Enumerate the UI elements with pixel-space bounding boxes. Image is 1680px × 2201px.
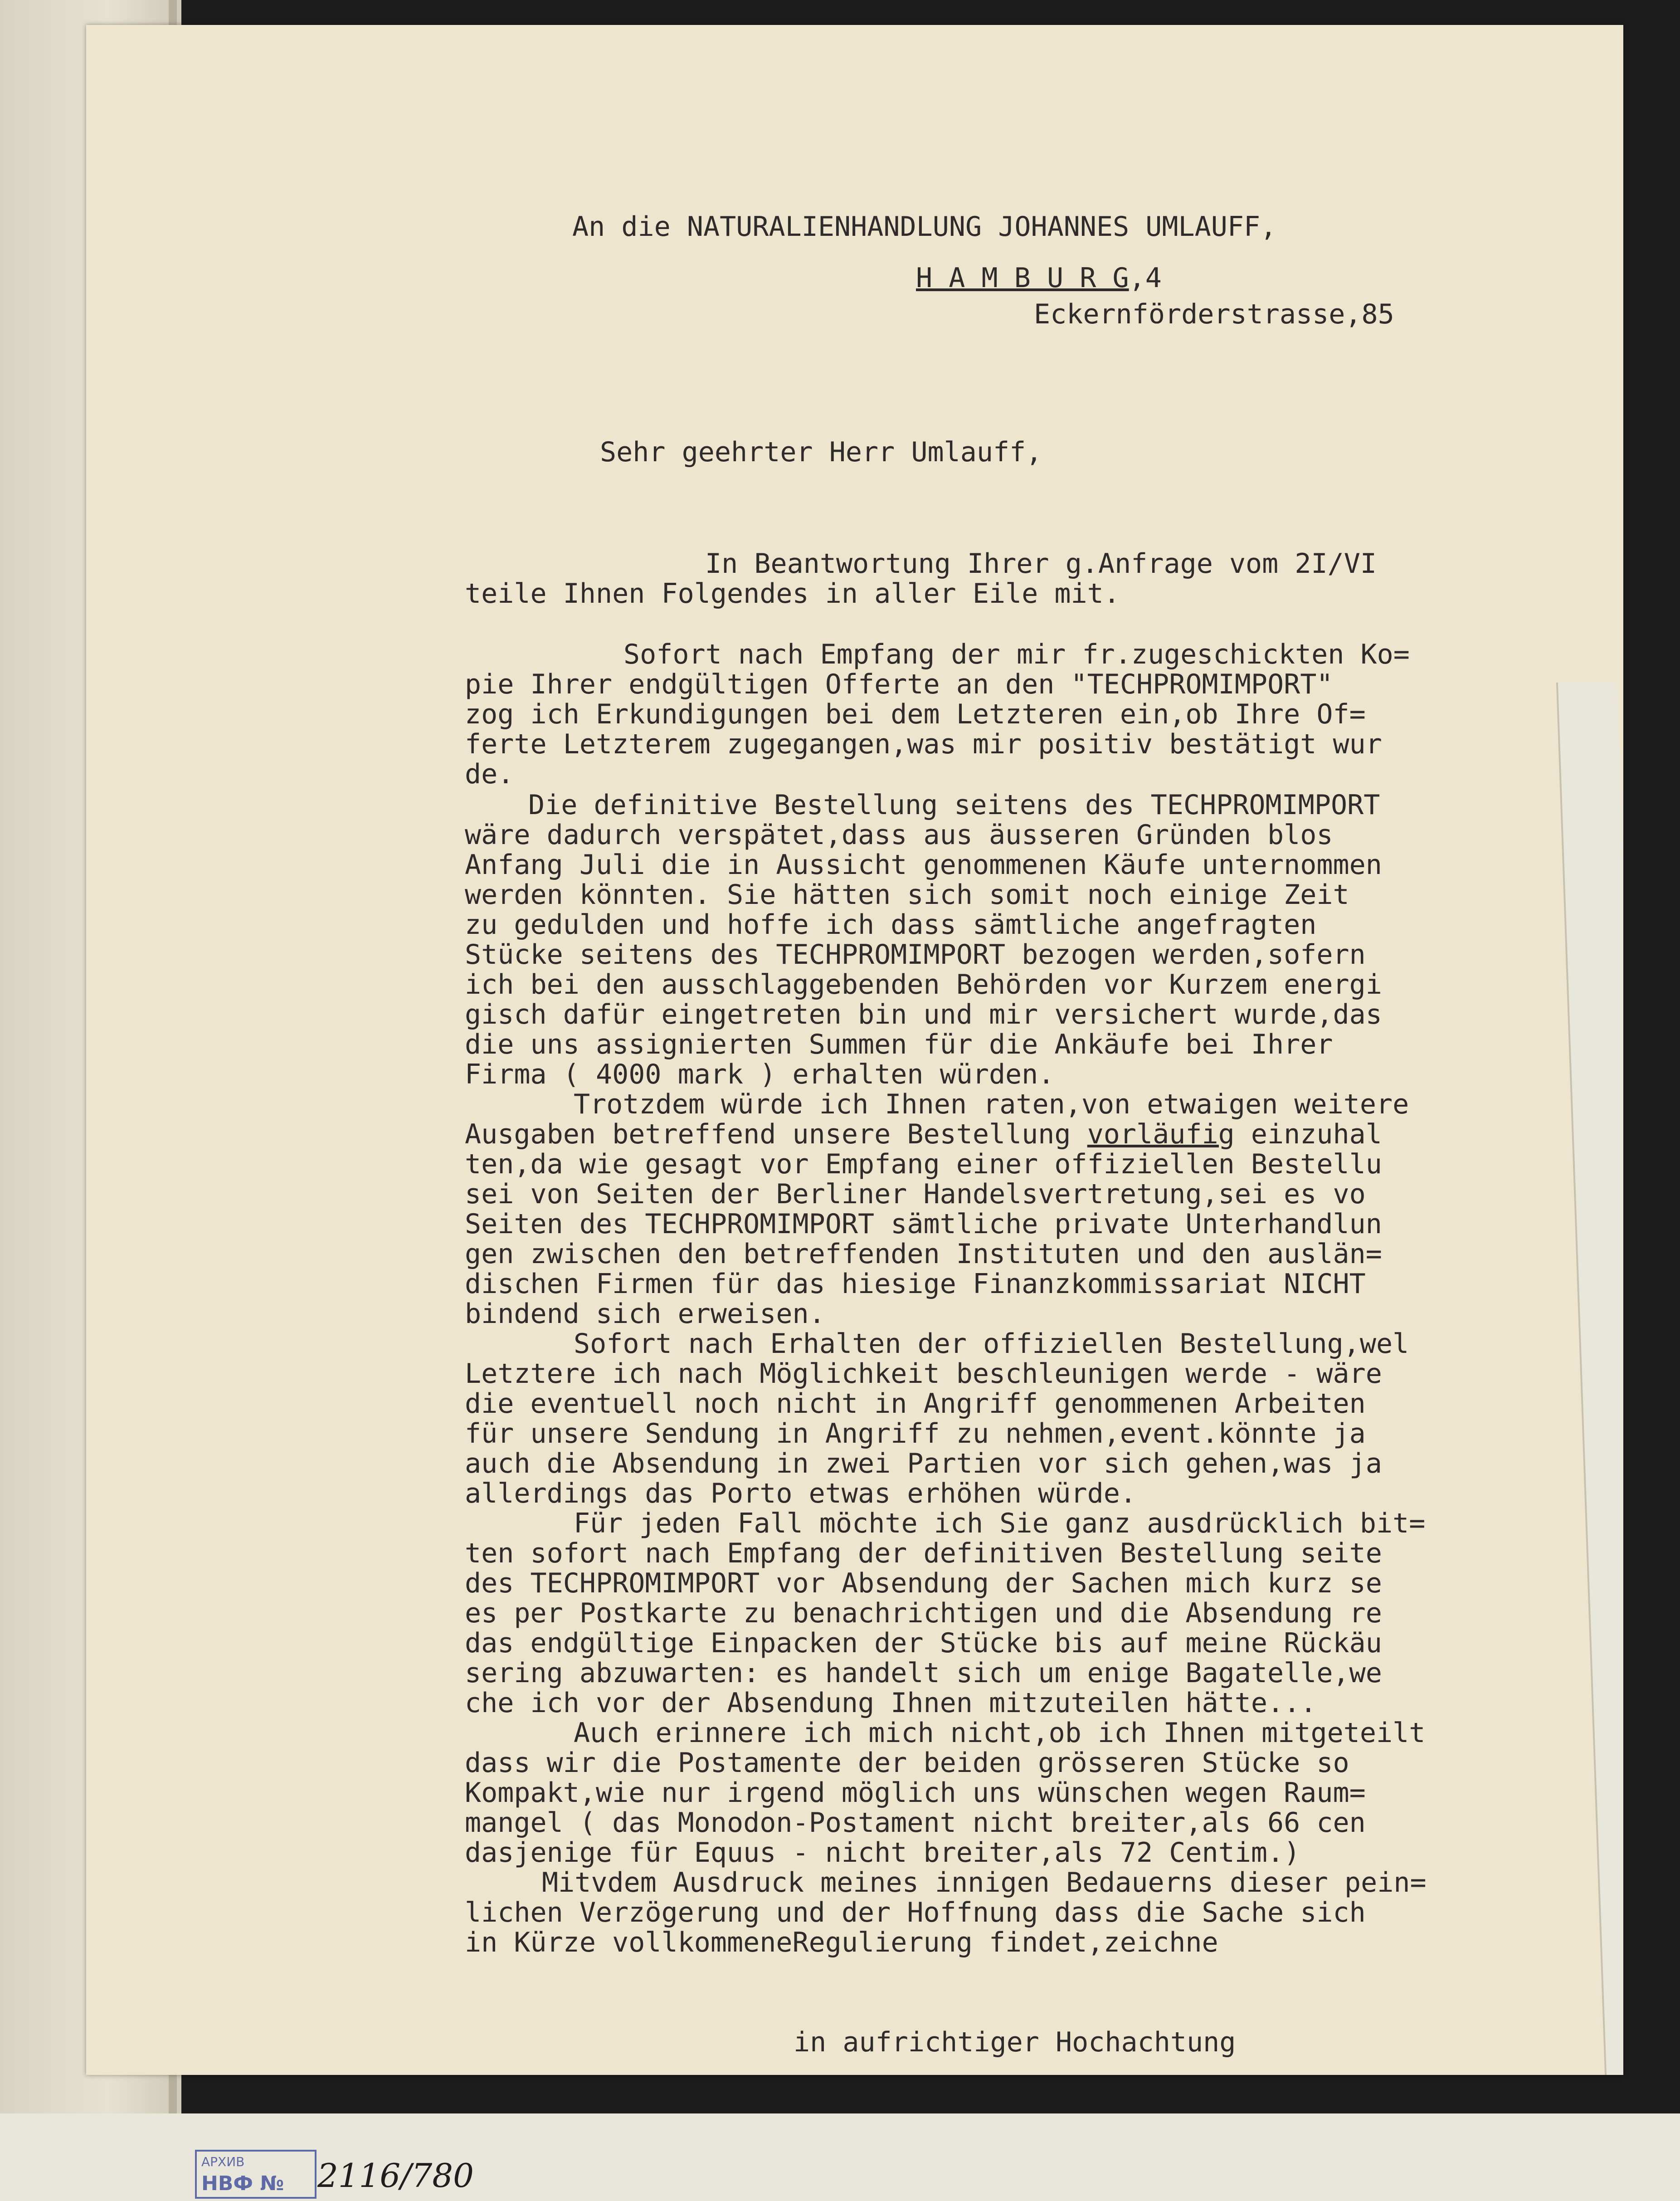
body-line: ten sofort nach Empfang der definitiven Bestellung seite — [465, 1537, 1382, 1569]
archive-stamp — [195, 2150, 317, 2199]
body-line: de. — [465, 758, 514, 790]
body-line-text: Ausgaben betreffend unsere Bestellung — [465, 1118, 1087, 1150]
body-line: Die definitive Bestellung seitens des TECHPROMIMPORT — [528, 789, 1380, 821]
body-line: gisch dafür eingetreten bin und mir versichert wurde,das — [465, 999, 1382, 1030]
body-line: auch die Absendung in zwei Partien vor sich gehen,was ja — [465, 1448, 1382, 1479]
body-line: ten,da wie gesagt vor Empfang einer offiziellen Bestellu — [465, 1148, 1382, 1180]
address-city-suffix: ,4 — [1129, 262, 1162, 294]
body-line: dischen Firmen für das hiesige Finanzkommissariat NICHT — [465, 1268, 1366, 1300]
body-line: Letztere ich nach Möglichkeit beschleunigen werde - wäre — [465, 1358, 1382, 1390]
salutation: Sehr geehrter Herr Umlauff, — [600, 436, 1042, 468]
body-line: Für jeden Fall möchte ich Sie ganz ausdrücklich bit= — [574, 1508, 1426, 1539]
body-line: werden könnten. Sie hätten sich somit noch einige Zeit — [465, 879, 1349, 911]
body-line: dasjenige für Equus - nicht breiter,als 72 Centim.) — [465, 1837, 1300, 1869]
body-line: lichen Verzögerung und der Hoffnung dass die Sache sich — [465, 1897, 1366, 1928]
body-line: teile Ihnen Folgendes in aller Eile mit. — [465, 578, 1120, 610]
body-line: Trotzdem würde ich Ihnen raten,von etwaigen weitere — [574, 1088, 1409, 1120]
body-line: allerdings das Porto etwas erhöhen würde. — [465, 1478, 1137, 1509]
recipient-line: An die NATURALIENHANDLUNG JOHANNES UMLAUFF, — [572, 211, 1277, 243]
body-line: che ich vor der Absendung Ihnen mitzuteilen hätte... — [465, 1687, 1317, 1719]
body-line: das endgültige Einpacken der Stücke bis auf meine Rückäu — [465, 1627, 1382, 1659]
body-line: Sofort nach Erhalten der offiziellen Bestellung,wel — [574, 1328, 1409, 1360]
stamp-line-fund: НВФ № — [201, 2172, 284, 2195]
stamp-line-archive: АРХИВ — [201, 2154, 245, 2169]
body-line: zu gedulden und hoffe ich dass sämtliche angefragten — [465, 909, 1317, 941]
archive-shelf-mark: 2116/780 — [317, 2157, 474, 2195]
body-line: Kompakt,wie nur irgend möglich uns wünschen wegen Raum= — [465, 1777, 1366, 1809]
body-line: des TECHPROMIMPORT vor Absendung der Sachen mich kurz se — [465, 1567, 1382, 1599]
body-line: sering abzuwarten: es handelt sich um enige Bagatelle,we — [465, 1657, 1382, 1689]
body-line: In Beantwortung Ihrer g.Anfrage vom 2I/VI — [705, 548, 1377, 580]
body-line: in Kürze vollkommeneRegulierung findet,zeichne — [465, 1927, 1218, 1958]
closing: in aufrichtiger Hochachtung — [794, 2026, 1236, 2058]
body-line: es per Postkarte zu benachrichtigen und die Absendung re — [465, 1597, 1382, 1629]
body-line: pie Ihrer endgültigen Offerte an den "TECHPROMIMPORT" — [465, 669, 1333, 700]
body-line: Auch erinnere ich mich nicht,ob ich Ihnen mitgeteilt — [574, 1717, 1426, 1749]
address-city-line — [916, 264, 1162, 292]
body-line: für unsere Sendung in Angriff zu nehmen,event.könnte ja — [465, 1418, 1366, 1449]
body-line-with-underline — [465, 1118, 1382, 1150]
body-line: gen zwischen den betreffenden Instituten und den auslän= — [465, 1238, 1382, 1270]
body-line: Seiten des TECHPROMIMPORT sämtliche private Unterhandlun — [465, 1208, 1382, 1240]
body-line: Stücke seitens des TECHPROMIMPORT bezogen werden,sofern — [465, 939, 1366, 971]
body-line: zog ich Erkundigungen bei dem Letzteren ein,ob Ihre Of= — [465, 698, 1366, 730]
body-line: Firma ( 4000 mark ) erhalten würden. — [465, 1059, 1055, 1090]
body-line: die eventuell noch nicht in Angriff genommenen Arbeiten — [465, 1388, 1366, 1420]
letter-sheet — [86, 25, 1623, 2075]
body-line: dass wir die Postamente der beiden grösseren Stücke so — [465, 1747, 1349, 1779]
body-line: bindend sich erweisen. — [465, 1298, 825, 1330]
body-line-tail: einzuhal — [1234, 1118, 1382, 1150]
body-line: ferte Letzterem zugegangen,was mir positiv bestätigt wur — [465, 728, 1382, 760]
body-line: wäre dadurch verspätet,dass aus äusseren Gründen blos — [465, 819, 1333, 851]
body-line: die uns assignierten Summen für die Ankäufe bei Ihrer — [465, 1029, 1333, 1060]
address-street: Eckernförderstrasse,85 — [1034, 298, 1394, 330]
body-line: Sofort nach Empfang der mir fr.zugeschickten Ko= — [623, 639, 1410, 670]
body-line: ich bei den ausschlaggebenden Behörden vor Kurzem energi — [465, 969, 1382, 1000]
address-city: H A M B U R G — [916, 262, 1129, 294]
body-line: sei von Seiten der Berliner Handelsvertretung,sei es vo — [465, 1178, 1366, 1210]
body-line: mangel ( das Monodon-Postament nicht breiter,als 66 cen — [465, 1807, 1366, 1839]
body-line: Anfang Juli die in Aussicht genommenen Käufe unternommen — [465, 849, 1382, 881]
letter-text — [86, 25, 1623, 2075]
underlined-word: vorläufig — [1087, 1118, 1235, 1150]
body-line: Mitvdem Ausdruck meines innigen Bedauerns dieser pein= — [542, 1867, 1427, 1898]
